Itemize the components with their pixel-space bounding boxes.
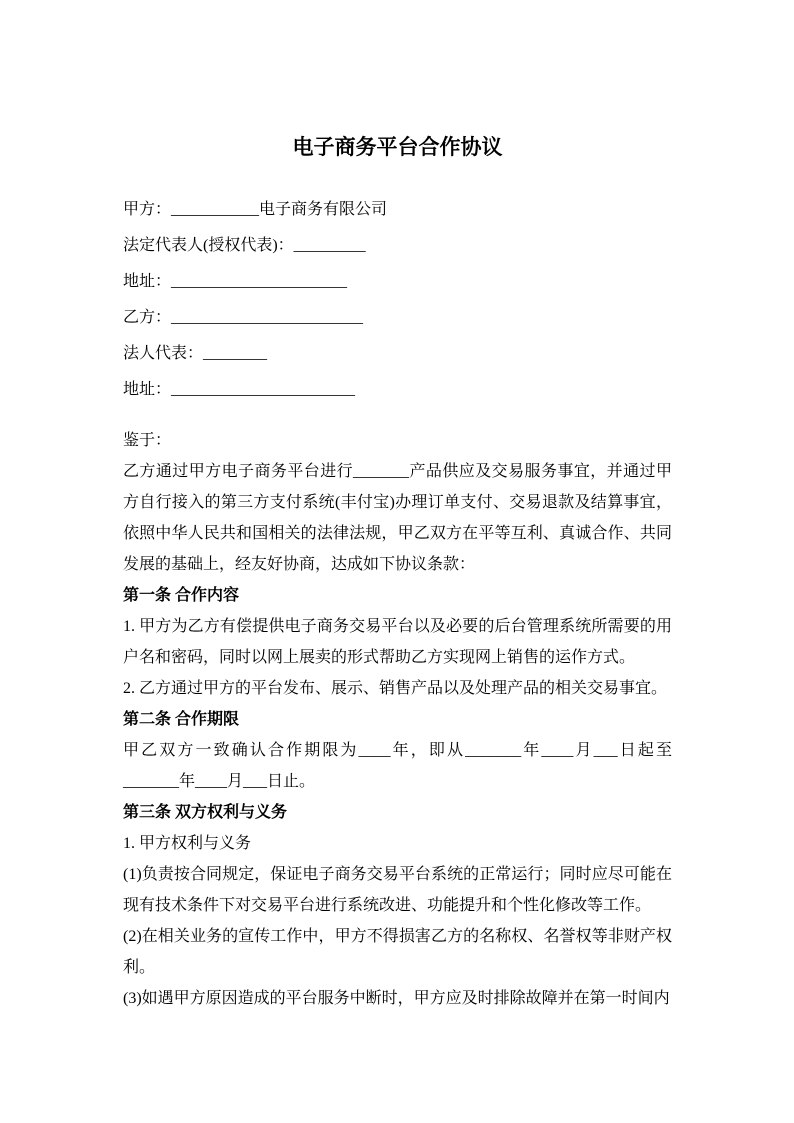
section-3-item-1-sub-3: (3)如遇甲方原因造成的平台服务中断时，甲方应及时排除故障并在第一时间内 [123,990,670,1007]
section-1-item-1: 1. 甲方为乙方有偿提供电子商务交易平台以及必要的后台管理系统所需要的用户名和密码，同时以网上展卖的形式帮助乙方实现网上销售的运作方式。 [123,618,672,666]
party-b-address-line: 地址：_______________________ [123,381,356,398]
party-a-line: 甲方：___________电子商务有限公司 [123,201,388,218]
preamble-paragraph: 乙方通过甲方电子商务平台进行_______产品供应及交易服务事宜，并通过甲方自行接入的第三方支付系统(丰付宝)办理订单支付、交易退款及结算事宜，依照中华人民共和国相关的法律法规，甲乙双方在平等互利、真诚合作、共同发展的基础上，经友好协商，达成如下协议条款： [123,463,672,573]
section-3-heading: 第三条 双方权利与义务 [123,804,288,821]
section-1-heading: 第一条 合作内容 [123,587,240,604]
document-title: 电子商务平台合作协议 [292,135,503,159]
section-3-item-1-sub-1: (1)负责按合同规定，保证电子商务交易平台系统的正常运行；同时应尽可能在现有技术条件下对交易平台进行系统改进、功能提升和个性化修改等工作。 [123,866,672,914]
section-1-item-2: 2. 乙方通过甲方的平台发布、展示、销售产品以及处理产品的相关交易事宜。 [123,680,668,697]
party-info-block [123,192,672,408]
whereas-label: 鉴于： [123,432,172,449]
party-b-line: 乙方：________________________ [123,309,364,326]
section-2-heading: 第二条 合作期限 [123,711,240,728]
party-b-representative-line: 法人代表：________ [123,345,268,362]
section-3-item-1: 1. 甲方权利与义务 [123,835,252,852]
party-a-address-line: 地址：______________________ [123,273,348,290]
section-2-term-paragraph: 甲乙双方一致确认合作期限为____年，即从_______年____月___日起至_______年____月___日止。 [123,742,672,790]
party-a-representative-line: 法定代表人(授权代表)：_________ [123,237,366,254]
document-body [123,425,672,1014]
section-3-item-1-sub-2: (2)在相关业务的宣传工作中，甲方不得损害乙方的名称权、名誉权等非财产权利。 [123,928,672,976]
